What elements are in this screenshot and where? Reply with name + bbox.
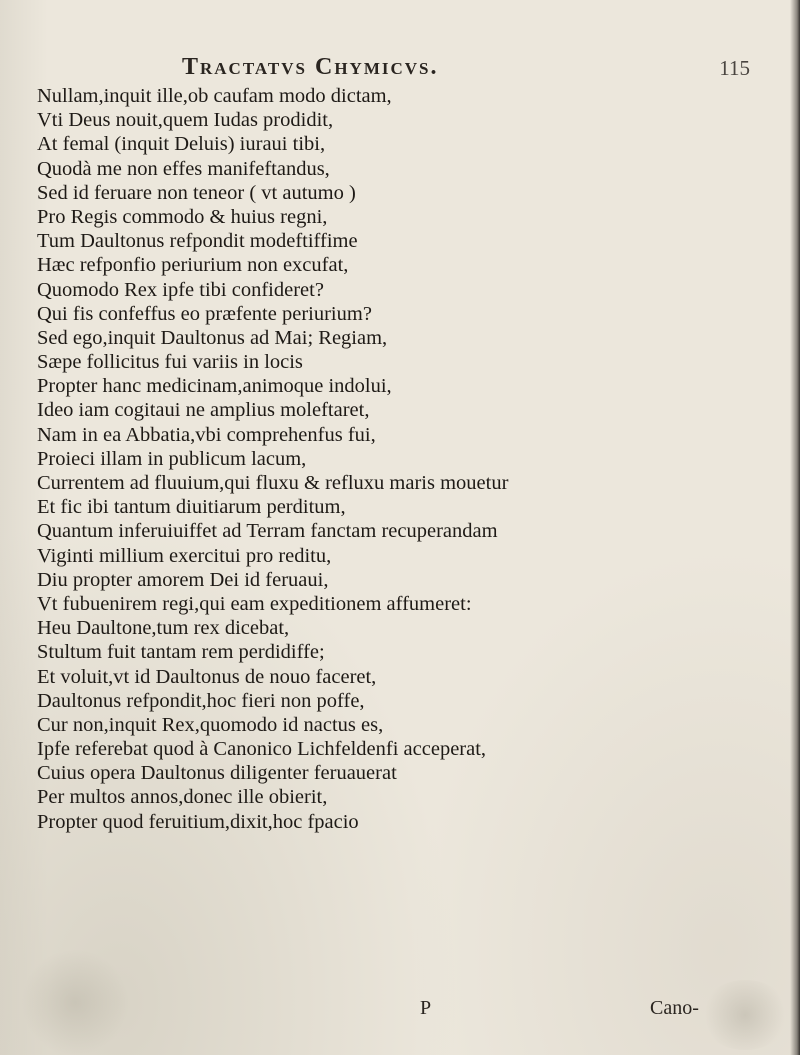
verse-line: Viginti millium exercitui pro reditu,: [37, 544, 332, 567]
verse-line: Propter hanc medicinam,animoque indolui,: [37, 375, 392, 398]
verse-line: Qui fis confeffus eo præfente periurium?: [37, 302, 372, 325]
verse-line: Nullam,inquit ille,ob caufam modo dictam,: [37, 85, 392, 107]
verse-line: Quantum inferuiuiffet ad Terram fanctam recuperandam: [37, 520, 498, 543]
verse-line: Heu Daultone,tum rex dicebat,: [37, 617, 290, 640]
verse-line: Ideo iam cogitaui ne amplius moleftaret,: [37, 399, 370, 422]
paper-stain: [20, 950, 130, 1055]
page-header: [60, 52, 750, 88]
verse-line: Per multos annos,donec ille obierit,: [37, 786, 328, 809]
verse-line: Diu propter amorem Dei id feruaui,: [37, 568, 329, 591]
verse-line: Hæc refponfio periurium non excufat,: [37, 254, 349, 277]
verse-line: Propter quod feruitium,dixit,hoc fpacio: [37, 810, 359, 833]
verse-line: Et fic ibi tantum diuitiarum perditum,: [37, 496, 346, 519]
verse-line: Stultum fuit tantam rem perdidiffe;: [37, 641, 325, 664]
page-number: 115: [719, 56, 750, 80]
verse-line: Vt fubuenirem regi,qui eam expeditionem affumeret:: [37, 592, 472, 615]
page-edge-shadow: [790, 0, 800, 1055]
signature-mark: P: [420, 997, 432, 1019]
verse-line: Quodà me non effes manifeftandus,: [37, 157, 330, 180]
verse-line: Tum Daultonus refpondit modeftiffime: [37, 230, 358, 253]
verse-line: Sed id feruare non teneor ( vt autumo ): [37, 181, 356, 204]
verse-line: Currentem ad fluuium,qui fluxu & refluxu maris mouetur: [37, 472, 509, 494]
paper-stain: [700, 980, 790, 1050]
running-head: Tractatvs Chymicvs.: [182, 54, 439, 80]
verse-line: Quomodo Rex ipfe tibi confideret?: [37, 278, 324, 301]
verse-line: Daultonus refpondit,hoc fieri non poffe,: [37, 689, 365, 712]
verse-line: Proieci illam in publicum lacum,: [37, 447, 307, 470]
verse-line: Et voluit,vt id Daultonus de nouo faceret,: [37, 665, 377, 688]
verse-line: Cuius opera Daultonus diligenter feruauerat: [37, 762, 397, 785]
verse-line: Sæpe follicitus fui variis in locis: [37, 351, 303, 374]
verse-line: Nam in ea Abbatia,vbi comprehenfus fui,: [37, 423, 376, 446]
verse-line: Pro Regis commodo & huius regni,: [37, 205, 328, 228]
verse-line: At femal (inquit Deluis) iuraui tibi,: [37, 133, 326, 156]
verse-block: [37, 84, 747, 834]
catchword: Cano-: [650, 997, 699, 1019]
verse-line: Ipfe referebat quod à Canonico Lichfeldenfi acceperat,: [37, 738, 487, 761]
verse-line: Sed ego,inquit Daultonus ad Mai; Regiam,: [37, 326, 388, 349]
verse-line: Vti Deus nouit,quem Iudas prodidit,: [37, 109, 334, 132]
verse-line: Cur non,inquit Rex,quomodo id nactus es,: [37, 713, 384, 736]
